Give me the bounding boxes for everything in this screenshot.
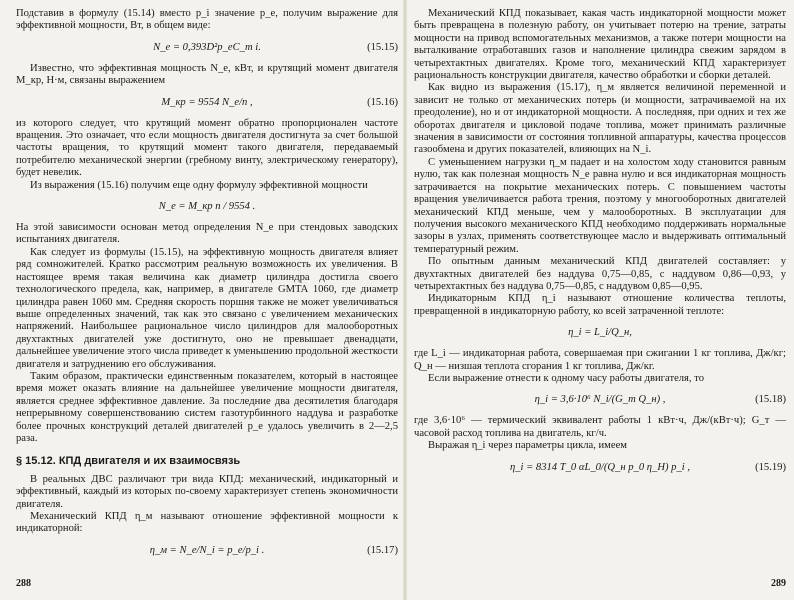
paragraph: По опытным данным механический КПД двигателей составляет: у двухтактных двигателей без наддува 0,75—0,85, с наддувом 0,86—0,93, у четырехтактных без наддува 0,75—0,85, с наддувом 0,85—0,95. [414,256,786,292]
formula-expression: N_e = M_кр n / 9554 . [158,201,256,213]
paragraph: Как видно из выражения (15.17), η_м является величиной переменной и зависит не только от механических потерь (и мощности, затрачиваемой на их преодоление), но и от индикаторной мощности. А последняя, при одних и тех же оборотах двигателя и цикловой подаче топлива, может принимать различные значения в зависимости от состояния топливной аппаратуры, качества процессов газообмена и других показателей, влияющих на N_i. [414,82,786,156]
formula-expression: η_i = L_i/Q_н, [568,327,632,339]
paragraph: С уменьшением нагрузки η_м падает и на холостом ходу становится равным нулю, так как полезная мощность N_e равна нулю и вся индикаторная мощность затрачивается на покрытие механических потерь. С повышением частоты вращения увеличивается работа трения, поэтому у многооборотных двигателей механический КПД меньше, чем у малооборотных. В эксплуатации для получения высокого механического КПД необходимо поддерживать нормальные зазоры в узлах, применять соответствующее масло и выдерживать оптимальный температурный режим. [414,156,786,255]
formula-expression: M_кр = 9554 N_e/n , [161,96,253,108]
paragraph: из которого следует, что крутящий момент обратно пропорционален частоте вращения. Это означает, что если мощность двигателя достигнута за счет большой частоты вращения, то крутящий момент такого двигателя, передаваемый потребителю механической энергии (гребному винту, электрическому генератору), будет невелик. [16,117,398,179]
paragraph: Известно, что эффективная мощность N_e, кВт, и крутящий момент двигателя M_кр, Н·м, связаны выражением [16,62,398,87]
formula-ne [16,196,398,218]
paragraph: В реальных ДВС различают три вида КПД: механический, индикаторный и эффективный, каждый из которых по-своему характеризует степень экономичности двигателя. [16,473,398,510]
formula-number: (15.16) [367,96,398,108]
formula-expression: η_м = N_e/N_i = p_e/p_i . [149,544,265,556]
paragraph: Индикаторным КПД η_i называют отношение количества теплоты, превращенной в индикаторную работу, ко всей затраченной теплоте: [414,293,786,317]
page-number: 289 [771,577,786,589]
formula-15-18 [414,389,786,411]
paragraph: Таким образом, практически единственным показателем, который в настоящее время может оказать влияние на дальнейшее увеличение мощности двигателя, является среднее эффективное давление. За последние два десятилетия благодаря непрерывному совершенствованию систем газотурбинного наддува и разработке более прочных конструкций деталей двигателей p_e удалось увеличить в 2—2,5 раза. [16,370,398,444]
paragraph: Если выражение отнести к одному часу работы двигателя, то [428,372,705,384]
formula-number: (15.18) [755,394,786,406]
formula-15-19 [414,457,786,479]
formula-number: (15.19) [755,461,786,473]
paragraph: где L_i — индикаторная работа, совершаемая при сжигании 1 кг топлива, Дж/кг; Q_н — низшая теплота сгорания 1 кг топлива, Дж/кг. [414,348,786,372]
formula-15-17 [16,540,398,562]
formula-expression: N_e = 0,393D²p_eC_m i. [153,41,261,53]
page-number: 288 [16,577,31,589]
formula-number: (15.17) [367,544,398,556]
paragraph: где 3,6·10⁶ — термический эквивалент работы 1 кВт·ч, Дж/(кВт·ч); G_т — часовой расход топлива на двигатель, кг/ч. [414,415,786,439]
paragraph: Подставив в формулу (15.14) вместо p_i значение p_e, получим выражение для эффективной мощности, Вт, в общем виде: [16,8,398,32]
formula-expression: η_i = 8314 T_0 αL_0/(Q_н p_0 η_H) p_i , [509,461,691,473]
section-heading: § 15.12. КПД двигателя и их взаимосвязь [16,455,241,468]
page-right [414,8,786,594]
formula-15-16 [16,92,398,114]
paragraph: На этой зависимости основан метод определения N_e при стендовых заводских испытаниях двигателя. [16,222,398,246]
paragraph: Механический КПД показывает, какая часть индикаторной мощности может быть превращена в полезную работу, он учитывает потерю на трение, затраты мощности на привод вспомогательных механизмов, а также потери мощности на выталкивание отработавших газов и наполнение цилиндра свежим зарядом в четырехтактных двигателях. Кроме того, механический КПД характеризует рациональность конструкции двигателя, качество обработки и сборки деталей. [414,8,786,82]
formula-expression: η_i = 3,6·10⁶ N_i/(G_т Q_н) , [534,394,666,406]
paragraph: Как следует из формулы (15.15), на эффективную мощность двигателя влияет ряд сомножителей. Кратко рассмотрим реальную возможность их увеличения. В настоящее время такая величина как диаметр цилиндра достигла своего технологического предела, как, например, в двигателе GMTA 1060, где диаметр цилиндра равен 1060 мм. Средняя скорость поршня также не может увеличиваться выше определенных значений, так как это связано с увеличением механических напряжений. Наибольшее рациональное число цилиндров для малооборотных двухтактных двигателей уже достигнуто, оно не превышает двенадцати, дальнейшее увеличение этого числа приведет к уменьшению продольной жесткости двигателя и затруднению его обслуживания. [16,246,398,370]
page-left [16,8,398,594]
paragraph: Механический КПД η_м называют отношение эффективной мощности к индикаторной: [16,511,398,535]
formula-15-15 [16,37,398,59]
formula-eta-i [414,322,786,344]
paragraph: Из выражения (15.16) получим еще одну формулу эффективной мощности [30,179,368,191]
book-gutter [403,0,407,600]
paragraph: Выражая η_i через параметры цикла, имеем [428,440,627,452]
formula-number: (15.15) [367,41,398,53]
